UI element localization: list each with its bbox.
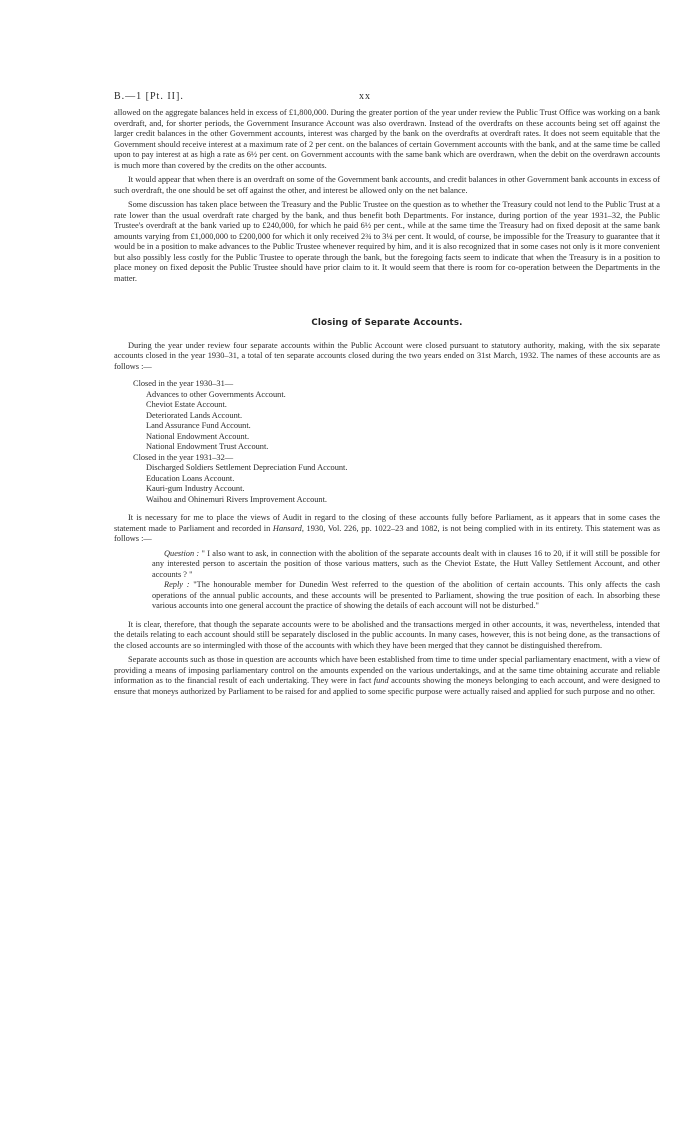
list-item: Deteriorated Lands Account. [146, 410, 243, 420]
page-header [114, 92, 660, 108]
list-item: Education Loans Account. [146, 473, 235, 483]
reply-label: Reply : [164, 580, 190, 589]
closed-accounts-list [133, 379, 660, 505]
intro-paragraph: During the year under review four separate accounts within the Public Account were closed pursuant to statutory authority, making, with the six separate accounts closed in the year 1930–31, a total of ten separate accounts closed during the two years ended on 31st March, 1932. The names of these accounts are as follows :— [114, 340, 660, 371]
list-year-label: Closed in the year 1931–32— [133, 452, 234, 462]
question-text: " I also want to ask, in connection with the abolition of the separate accounts dealt with in clauses 16 to 20, if it will still be possible for any interested person to ascertain the position of those various matters, such as the Cheviot Estate, the Hutt Valley Settlement Account, and other accounts ? " [152, 548, 660, 579]
audit-text-end: , 1930, Vol. 226, pp. 1022–23 and 1082, is not being complied with in its entirety. This statement was as follows :— [114, 523, 660, 543]
page-number: xx [359, 91, 371, 102]
list-item: Land Assurance Fund Account. [146, 421, 251, 430]
closing-text-end: accounts showing the moneys belonging to each account, and were designed to ensure that moneys authorized by Parliament to be raised for and applied to some specific purpose were actually raised and applied for such purpose and no other. [114, 676, 660, 696]
body-paragraph: allowed on the aggregate balances held in excess of £1,800,000. During the greater portion of the year under review the Public Trust Office was working on a bank overdraft, and, for shorter periods, the Government Insurance Account was also overdrawn. Instead of the overdrafts on these accounts being set off against the larger credit balances in the other Government accounts, interest was charged by the bank on the overdrafts at overdraft rates. It does not seem equitable that the Government should receive interest at a maximum rate of 2 per cent. on the balances of certain Government accounts with the bank, and at the same time be called upon to pay interest at as high a rate as 6½ per cent. on Government accounts with the same bank which are overdrawn, when the debit on the overdrawn accounts is much more than covered by the credits on the other accounts. [114, 108, 660, 170]
closing-text-start: Separate accounts such as those in question are accounts which have been established from time to time under special parliamentary enactment, with a view of providing a means of imposing parliamentary control on the amounts expended on the various undertakings, and at the same time obtaining accurate and reliable information as to the financial result of each undertaking. They were in fact [114, 655, 660, 685]
document-reference: B.—1 [Pt. II]. [114, 91, 184, 102]
body-paragraph [114, 655, 660, 697]
audit-text-start: It is necessary for me to place the views of Audit in regard to the closing of these accounts fully before Parliament, as it appears that in some cases the statement made to Parliament and recorded in [114, 513, 660, 533]
list-item: Advances to other Governments Account. [146, 389, 286, 399]
reply-text: "The honourable member for Dunedin West referred to the question of the abolition of certain accounts. This only affects the cash operations of the annual public accounts, and these accounts will be presented to Parliament, showing the true position of each. In absorbing these various accounts into one general account the practice of showing the details of each account will not be disturbed." [152, 580, 661, 610]
list-item: National Endowment Trust Account. [146, 442, 269, 451]
hansard-reference: Hansard [272, 523, 302, 533]
body-paragraph: Some discussion has taken place between the Treasury and the Public Trustee on the question as to whether the Treasury could not lend to the Public Trust at a rate lower than the usual overdraft rate charged by the bank, and thus benefit both Departments. For instance, during portion of the year 1931–32, the Public Trustee's overdraft at the bank varied up to £240,000, for which he paid 6½ per cent., while at the same time the Treasury had on fixed deposit at the same bank amounts varying from £1,000,000 to £200,000 for which it only received 2¾ to 3¼ per cent. It would, of course, be impossible for the Treasury to guarantee that it would be in a position to make advances to the Public Trustee whenever required by him, and it is also recognized that in some cases not only is it more convenient but also possibly less costly for the Public Trustee to operate through the bank, but the foregoing facts seem to indicate that when the Treasury is in a position to place money on fixed deposit the Public Trustee should have prior claim to it. It would seem that there is room for co-operation between the Departments in the matter. [114, 200, 660, 283]
section-heading: Closing of Separate Accounts. [311, 318, 463, 328]
question-label: Question : [164, 548, 200, 558]
list-item: Discharged Soldiers Settlement Depreciation Fund Account. [146, 463, 348, 472]
list-item: Waihou and Ohinemuri Rivers Improvement Account. [146, 494, 327, 504]
hansard-quote [152, 549, 660, 612]
list-item: Kauri-gum Industry Account. [146, 484, 245, 493]
body-paragraph: It would appear that when there is an overdraft on some of the Government bank accounts, and credit balances in other Government bank accounts in excess of such overdraft, the one should be set off against the other, and interest be allowed only on the net balance. [114, 175, 660, 195]
body-paragraph: It is clear, therefore, that though the separate accounts were to be abolished and the transactions merged in other accounts, it was, nevertheless, intended that the details relating to each account should still be separately disclosed in the public accounts. In many cases, however, this is not being done, as the transactions of the closed accounts are so intermingled with those of the accounts with which they have been merged that they cannot be distinguished therefrom. [114, 619, 660, 650]
list-item: Cheviot Estate Account. [146, 400, 227, 409]
audit-paragraph [114, 513, 660, 545]
fund-emphasis: fund [373, 676, 389, 685]
list-item: National Endowment Account. [146, 431, 250, 441]
list-year-label: Closed in the year 1930–31— [133, 379, 234, 388]
quote-reply [152, 580, 660, 612]
quote-question [152, 549, 660, 581]
